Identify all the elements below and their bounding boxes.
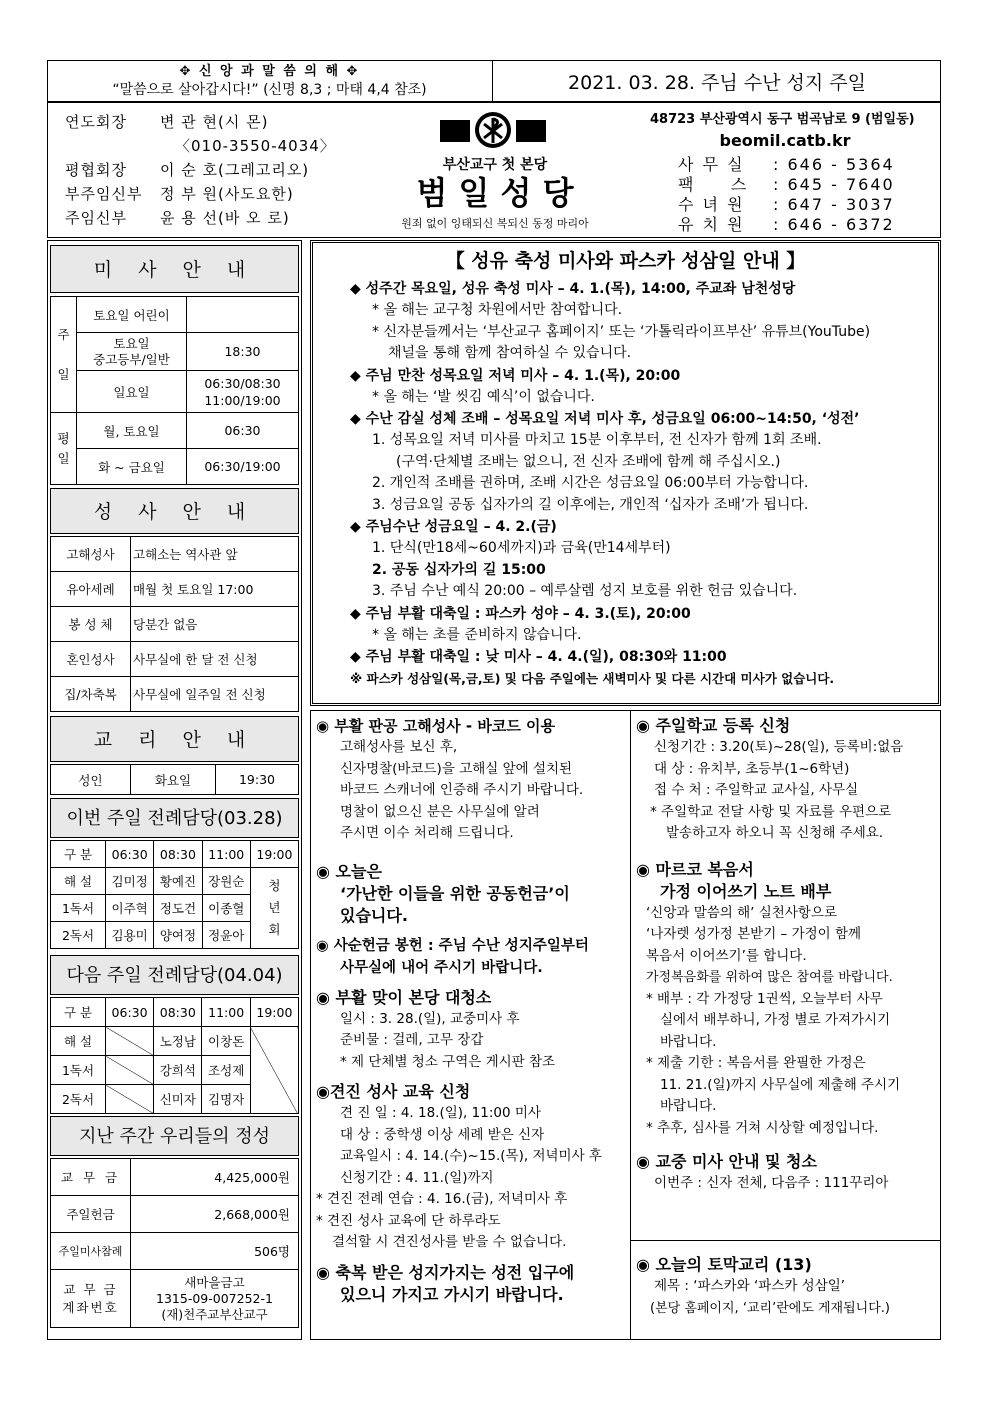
duty-person: 노정남 (154, 1027, 202, 1056)
mass-day: 월, 토요일 (77, 413, 187, 449)
account-label: 교 무 금 계좌번호 (51, 1270, 131, 1328)
main-notice-body (350, 278, 930, 690)
left-news (316, 715, 626, 1306)
doctrine-who: 성인 (51, 765, 131, 795)
empty-cell (250, 1027, 298, 1114)
duty-role: 1독서 (51, 1056, 106, 1085)
news-line: 실에서 배부하니, 가정 별로 가져가시기 (660, 1012, 891, 1028)
address: 48723 부산광역시 동구 범곡남로 9 (범일동) (650, 112, 915, 127)
news-line: 복음서 이어쓰기’를 합니다. (646, 947, 807, 964)
doctrine-day: 화요일 (131, 765, 216, 795)
news-line: 대 상 : 유치부, 초등부(1~6학년) (654, 760, 850, 777)
news-divider (630, 710, 631, 1340)
news-line: * 제 단체별 청소 구역은 게시판 참조 (340, 1053, 556, 1070)
palm-title: ◉ 축복 받은 성지가지는 성전 입구에 (316, 1262, 575, 1282)
mass-day: 일요일 (77, 371, 187, 413)
news-line: * 배부 : 각 가정당 1권씩, 오늘부터 사무 (646, 990, 883, 1007)
duty-head: 06:30 (106, 841, 154, 868)
duty-person: 정윤아 (202, 922, 250, 949)
duty-head: 11:00 (202, 998, 250, 1027)
notice-footnote: ※ 파스카 성삼일(목,금,토) 및 다음 주일에는 새벽미사 및 다른 시간대 미사가 없습니다. (350, 671, 835, 686)
sunday-label: 주 일 (51, 297, 77, 413)
sacrament-value: 당분간 없음 (131, 607, 299, 642)
duty-person: 양여정 (154, 922, 202, 949)
notice-line: * 올 해는 초를 준비하지 않습니다. (372, 626, 582, 643)
news-line: 접 수 처 : 주일학교 교사실, 사무실 (654, 782, 859, 798)
mass-title: 미 사 안 내 (50, 245, 299, 293)
notice-line: (구역·단체별 조배는 없으니, 전 신자 조배에 함께 해 주십시오.) (396, 453, 781, 470)
notice-line: * 올 해는 ‘발 씻김 예식’이 없습니다. (372, 388, 595, 405)
news-line: * 견진 성사 교육에 단 하루라도 (316, 1212, 501, 1229)
news-line: 결석할 시 견진성사를 받을 수 없습니다. (332, 1234, 567, 1250)
news-line: 발송하고자 하오니 꼭 신청해 주세요. (666, 825, 884, 841)
notice-item: ◆ 주님 부활 대축일 : 낮 미사 – 4. 4.(일), 08:30와 11:00 (350, 649, 727, 665)
mass-time: 06:30/19:00 (187, 449, 299, 485)
sacrament-key: 혼인성사 (51, 642, 131, 677)
duty-person: 강희석 (154, 1056, 202, 1085)
issue-date: 2021. 03. 28. 주님 수난 성지 주일 (568, 72, 866, 94)
notice-line: 3. 성금요일 공동 십자가의 길 이후에는, 개인적 ‘십자가 조배’가 됩니다. (372, 496, 809, 513)
news-line: 고해성사를 보신 후, (340, 739, 458, 755)
lent-title: ◉ 사순헌금 봉헌 : 주님 수난 성지주일부터 (316, 937, 589, 954)
empty-cell (106, 1027, 154, 1056)
notice-line: 채널을 통해 함께 참여하실 수 있습니다. (388, 345, 632, 361)
phone-row: 사 무 실 : 646 - 5364 (678, 155, 895, 174)
duty-person: 이종혈 (202, 895, 250, 922)
staff-row: 연도회장 변 관 현(시 몬) (65, 113, 269, 131)
phone-list (678, 155, 895, 235)
website-link[interactable]: beomil.catb.kr (719, 131, 851, 150)
sacrament-key: 고해성사 (51, 537, 131, 572)
barcode-title: ◉ 부활 판공 고해성사 - 바코드 이용 (316, 717, 556, 735)
notice-line: * 올 해는 교구청 차원에서만 참여합니다. (372, 302, 623, 318)
duty-head: 구 분 (51, 841, 106, 868)
news-line: ‘신앙과 말씀의 해’ 실천사항으로 (646, 904, 837, 921)
today-title: ◉ 오늘은 (316, 861, 382, 881)
palm-line: 있으니 가지고 가시기 바랍니다. (340, 1284, 564, 1304)
news-line: * 추후, 심사를 거쳐 시상할 예정입니다. (646, 1119, 879, 1136)
phone-row: 팩 스 : 645 - 7640 (678, 175, 895, 194)
duty-head: 06:30 (106, 998, 154, 1027)
duty-person: 이창돈 (202, 1027, 250, 1056)
news-line: 견 진 일 : 4. 18.(일), 11:00 미사 (340, 1105, 541, 1121)
offering-title: 지난 주간 우리들의 정성 (50, 1116, 299, 1156)
news-line: 명찰이 없으신 분은 사무실에 알려 (340, 803, 540, 820)
duty-role: 1독서 (51, 895, 106, 922)
news-line: 신청기간 : 3.20(토)~28(일), 등록비:없음 (654, 739, 904, 755)
mass-table (50, 296, 299, 485)
duty-next-title: 다음 주일 전례담당(04.04) (50, 955, 299, 995)
lent-line: 사무실에 내어 주시기 바랍니다. (340, 959, 543, 976)
notice-item: ◆ 주님 만찬 성목요일 저녁 미사 – 4. 1.(목), 20:00 (350, 367, 681, 384)
news-line: 바랍니다. (660, 1033, 717, 1050)
notice-line: 3. 주님 수난 예식 20:00 – 예루살렘 성지 보호를 위한 헌금 있습니다. (372, 583, 798, 599)
sacrament-value: 매월 첫 토요일 17:00 (131, 572, 299, 607)
news-line: ‘나자렛 성가정 본받기 – 가정이 함께 (646, 926, 862, 942)
duty-person: 김미정 (106, 868, 154, 895)
news-line: 가정복음화를 위하여 많은 참여를 바랍니다. (646, 970, 893, 985)
news-line: 11. 21.(일)까지 사무실에 제출해 주시기 (660, 1076, 901, 1093)
duty-next-table (50, 997, 299, 1114)
notice-item: ◆ 수난 감실 성체 조배 – 성목요일 저녁 미사 후, 성금요일 06:00~14:50, ‘성전’ (350, 411, 860, 427)
empty-cell (106, 1056, 154, 1085)
doctrine-title: 교 리 안 내 (50, 716, 299, 762)
today-line: 있습니다. (340, 905, 408, 925)
duty-person: 황예진 (154, 868, 202, 895)
offering-value: 506명 (131, 1233, 299, 1270)
year-title: ✥ 신 앙 과 말 씀 의 해 ✥ (179, 64, 360, 79)
sacrament-value: 사무실에 일주일 전 신청 (131, 677, 299, 712)
news-divider-right (630, 1240, 941, 1241)
news-line: 제목 : ‘파스카와 ‘파스카 성삼일’ (654, 1278, 846, 1294)
sacrament-key: 유아세례 (51, 572, 131, 607)
mass-day: 토요일 어린이 (77, 297, 187, 333)
phone-row: 수 녀 원 : 647 - 3037 (678, 195, 895, 214)
news-line: 이번주 : 신자 전체, 다음주 : 111꾸리아 (654, 1175, 889, 1191)
notice-line: 2. 개인적 조배를 권하며, 조배 시간은 성금요일 06:00부터 가능합니다. (372, 475, 809, 491)
sacrament-table (50, 536, 299, 712)
mass-time (187, 297, 299, 333)
sacrament-key: 봉 성 체 (51, 607, 131, 642)
news-line: 바코드 스캐너에 인증해 주시기 바랍니다. (340, 782, 584, 798)
duty-person: 김용미 (106, 922, 154, 949)
doctrine-table (50, 764, 299, 795)
news-line: * 견진 전례 연습 : 4. 16.(금), 저녁미사 후 (316, 1191, 568, 1207)
staff-list (65, 110, 345, 230)
news-line: 바랍니다. (660, 1098, 717, 1114)
duty-person: 장원순 (202, 868, 250, 895)
offering-key: 주일미사참례 (51, 1233, 131, 1270)
duty-head: 구 분 (51, 998, 106, 1027)
youth-group: 청 년 회 (250, 868, 298, 949)
catechism-title: ◉ 오늘의 토막교리 (13) (636, 1255, 812, 1274)
motto: “말씀으로 살아갑시다!” (신명 8,3 ; 마태 4,4 참조) (112, 82, 427, 98)
account-number: 새마을금고 1315-09-007252-1 (재)천주교부산교구 (131, 1270, 299, 1328)
weekday-label: 평 일 (51, 413, 77, 485)
duty-this-title: 이번 주일 전례담당(03.28) (50, 798, 299, 838)
news-line: 일시 : 3. 28.(일), 교중미사 후 (340, 1010, 520, 1027)
clean-title: ◉ 부활 맞이 본당 대청소 (316, 987, 492, 1007)
sacrament-key: 집/차축복 (51, 677, 131, 712)
duty-head: 08:30 (154, 841, 202, 868)
news-line: (본당 홈페이지, ‘교리’란에도 게재됩니다.) (650, 1300, 890, 1316)
duty-person: 김명자 (202, 1085, 250, 1114)
church-logo-icon (438, 110, 548, 150)
doctrine-time: 19:30 (216, 765, 299, 795)
confirm-title: ◉견진 성사 교육 신청 (316, 1082, 471, 1101)
catechism-box (636, 1254, 936, 1319)
sacrament-title: 성 사 안 내 (50, 488, 299, 534)
church-subtitle: 부산교구 첫 본당 (442, 157, 548, 173)
empty-cell (106, 1085, 154, 1114)
mass-time: 18:30 (187, 333, 299, 371)
church-name: 범 일 성 당 (416, 174, 574, 212)
staff-row: 부주임신부 정 부 원(사도요한) (65, 185, 294, 203)
offering-key: 교 무 금 (51, 1159, 131, 1196)
duty-role: 2독서 (51, 1085, 106, 1114)
duty-person: 정도건 (154, 895, 202, 922)
school-title: ◉ 주일학교 등록 신청 (636, 716, 791, 735)
mass-day: 화 ~ 금요일 (77, 449, 187, 485)
news-line: * 제출 기한 : 복음서를 완필한 가정은 (646, 1055, 866, 1071)
offering-table (50, 1158, 299, 1328)
duty-head: 19:00 (250, 841, 298, 868)
phone-row: 유 치 원 : 646 - 6372 (678, 215, 895, 234)
news-line: 준비물 : 걸레, 고무 장갑 (340, 1032, 484, 1048)
duty-role: 해 설 (51, 1027, 106, 1056)
news-line: * 주일학교 전달 사항 및 자료를 우편으로 (650, 803, 892, 820)
news-line: 교육일시 : 4. 14.(수)~15.(목), 저녁미사 후 (340, 1148, 602, 1164)
offering-value: 4,425,000원 (131, 1159, 299, 1196)
offering-key: 주일헌금 (51, 1196, 131, 1233)
mass-day: 토요일 중고등부/일반 (77, 333, 187, 371)
duty-head: 11:00 (202, 841, 250, 868)
duty-person: 이주혁 (106, 895, 154, 922)
notice-item: ◆ 주님수난 성금요일 – 4. 2.(금) (350, 519, 557, 535)
news-line: 대 상 : 중학생 이상 세례 받은 신자 (340, 1126, 545, 1143)
mass-time: 06:30 (187, 413, 299, 449)
duty-this-table (50, 840, 299, 949)
news-line: 주시면 이수 처리해 드립니다. (340, 825, 514, 841)
duty-head: 08:30 (154, 998, 202, 1027)
today-line: ‘가난한 이들을 위한 공동헌금’이 (340, 883, 570, 903)
notice-item: ◆ 주님 부활 대축일 : 파스카 성야 – 4. 3.(토), 20:00 (350, 605, 691, 622)
main-notice-title: 【 성유 축성 미사와 파스카 성삼일 안내 】 (445, 250, 806, 272)
duty-person: 신미자 (154, 1085, 202, 1114)
notice-line: 1. 성목요일 저녁 미사를 마치고 15분 이후부터, 전 신자가 함께 1회 조배. (372, 432, 822, 448)
news-line: 신청기간 : 4. 11.(일)까지 (340, 1169, 494, 1186)
duty-role: 2독서 (51, 922, 106, 949)
duty-person: 조성제 (202, 1056, 250, 1085)
parish-title: ◉ 교중 미사 안내 및 청소 (636, 1152, 817, 1171)
notice-line: * 신자분들께서는 ‘부산교구 홈페이지’ 또는 ‘가톨릭라이프부산’ 유튜브(YouTube) (372, 323, 871, 340)
duty-role: 해 설 (51, 868, 106, 895)
duty-head: 19:00 (250, 998, 298, 1027)
right-news (636, 715, 936, 1195)
mass-time: 06:30/08:30 11:00/19:00 (187, 371, 299, 413)
notice-line: 1. 단식(만18세~60세까지)과 금육(만14세부터) (372, 540, 671, 556)
staff-row: 평협회장 이 순 호(그레고리오) (65, 161, 310, 179)
mark-title2: 가정 이어쓰기 노트 배부 (660, 881, 832, 901)
staff-row: 주임신부 윤 용 선(바 오 로) (65, 209, 290, 227)
notice-line: 2. 공동 십자가의 길 15:00 (372, 561, 546, 578)
offering-value: 2,668,000원 (131, 1196, 299, 1233)
sacrament-value: 고해소는 역사관 앞 (131, 537, 299, 572)
church-dedication: 원죄 없이 잉태되신 복되신 동정 마리아 (401, 217, 589, 230)
notice-item: ◆ 성주간 목요일, 성유 축성 미사 – 4. 1.(목), 14:00, 주교좌 남천성당 (350, 281, 796, 297)
mark-title: ◉ 마르코 복음서 (636, 859, 754, 879)
news-line: 신자명찰(바코드)을 고해실 앞에 설치된 (340, 760, 573, 777)
staff-row: 〈010-3550-4034〉 (175, 137, 336, 155)
sacrament-value: 사무실에 한 달 전 신청 (131, 642, 299, 677)
